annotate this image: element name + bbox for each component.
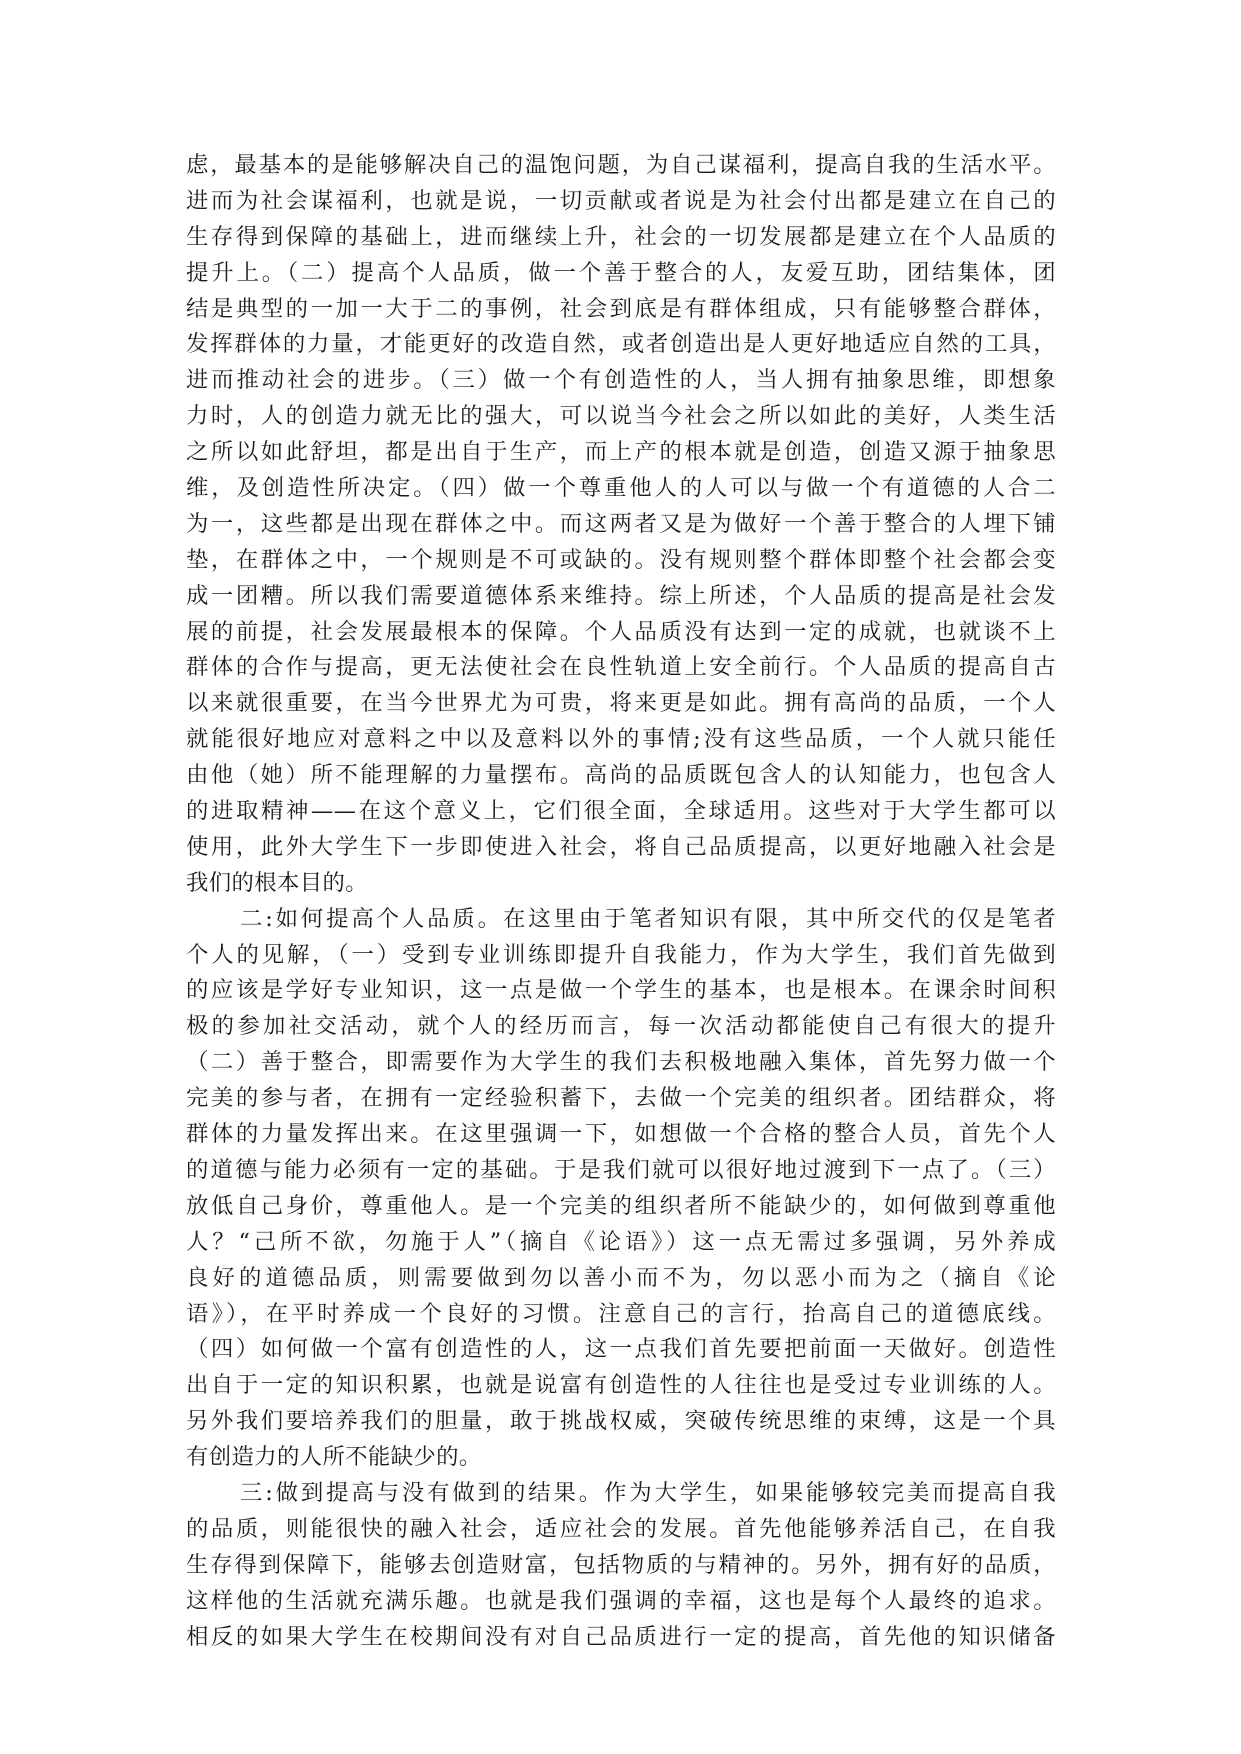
text-line: 个人的见解，（一）受到专业训练即提升自我能力，作为大学生，我们首先做到 <box>186 941 1056 968</box>
text-line: 使用，此外大学生下一步即使进入社会，将自己品质提高，以更好地融入社会是 <box>186 833 1056 860</box>
text-line: 相反的如果大学生在校期间没有对自己品质进行一定的提高，首先他的知识储备 <box>186 1623 1056 1650</box>
text-line: 以来就很重要，在当今世界尤为可贵，将来更是如此。拥有高尚的品质，一个人 <box>186 690 1056 717</box>
paragraph-3 <box>186 1476 1056 1655</box>
paragraph-1 <box>186 148 1056 902</box>
text-line: 出自于一定的知识积累，也就是说富有创造性的人往往也是受过专业训练的人。 <box>186 1372 1056 1399</box>
text-line: 力时，人的创造力就无比的强大，可以说当今社会之所以如此的美好，人类生活 <box>186 403 1056 430</box>
text-line: 的应该是学好专业知识，这一点是做一个学生的基本，也是根本。在课余时间积 <box>186 977 1056 1004</box>
text-line: 完美的参与者，在拥有一定经验积蓄下，去做一个完美的组织者。团结群众，将 <box>186 1085 1056 1112</box>
text-line: 由他（她）所不能理解的力量摆布。高尚的品质既包含人的认知能力，也包含人 <box>186 762 1056 789</box>
document-page <box>186 148 1056 1655</box>
text-line: 人？“己所不欲，勿施于人”（摘自《论语》）这一点无需过多强调，另外养成 <box>186 1228 1056 1255</box>
text-line: 的进取精神——在这个意义上，它们很全面，全球适用。这些对于大学生都可以 <box>186 798 1056 825</box>
text-line: 进而推动社会的进步。（三）做一个有创造性的人，当人拥有抽象思维，即想象 <box>186 367 1056 394</box>
text-line: 我们的根本目的。 <box>186 869 368 896</box>
text-line: 维，及创造性所决定。（四）做一个尊重他人的人可以与做一个有道德的人合二 <box>186 475 1056 502</box>
text-line: 群体的合作与提高，更无法使社会在良性轨道上安全前行。个人品质的提高自古 <box>186 654 1056 681</box>
text-line: （四）如何做一个富有创造性的人，这一点我们首先要把前面一天做好。创造性 <box>186 1336 1056 1363</box>
text-line: 放低自己身价，尊重他人。是一个完美的组织者所不能缺少的，如何做到尊重他 <box>186 1192 1056 1219</box>
paragraph-2 <box>186 902 1056 1476</box>
text-line: 良好的道德品质，则需要做到勿以善小而不为，勿以恶小而为之（摘自《论 <box>186 1264 1056 1291</box>
text-line: 群体的力量发挥出来。在这里强调一下，如想做一个合格的整合人员，首先个人 <box>186 1121 1056 1148</box>
text-line: 展的前提，社会发展最根本的保障。个人品质没有达到一定的成就，也就谈不上 <box>186 618 1056 645</box>
text-line: 这样他的生活就充满乐趣。也就是我们强调的幸福，这也是每个人最终的追求。 <box>186 1587 1056 1614</box>
text-line: 有创造力的人所不能缺少的。 <box>186 1444 482 1471</box>
text-line: 生存得到保障的基础上，进而继续上升，社会的一切发展都是建立在个人品质的 <box>186 223 1056 250</box>
text-line: （二）善于整合，即需要作为大学生的我们去积极地融入集体，首先努力做一个 <box>186 1049 1056 1076</box>
text-line: 就能很好地应对意料之中以及意料以外的事情;没有这些品质，一个人就只能任 <box>186 726 1056 753</box>
text-line: 发挥群体的力量，才能更好的改造自然，或者创造出是人更好地适应自然的工具， <box>186 331 1056 358</box>
text-line: 语》），在平时养成一个良好的习惯。注意自己的言行，抬高自己的道德底线。 <box>186 1300 1056 1327</box>
text-line: 虑，最基本的是能够解决自己的温饱问题，为自己谋福利，提高自我的生活水平。 <box>186 152 1056 178</box>
text-line: 为一，这些都是出现在群体之中。而这两者又是为做好一个善于整合的人埋下铺 <box>186 510 1056 537</box>
text-line: 进而为社会谋福利，也就是说，一切贡献或者说是为社会付出都是建立在自己的 <box>186 187 1056 214</box>
text-line: 垫，在群体之中，一个规则是不可或缺的。没有规则整个群体即整个社会都会变 <box>186 546 1056 573</box>
text-line: 提升上。（二）提高个人品质，做一个善于整合的人，友爱互助，团结集体，团 <box>186 259 1056 286</box>
text-line: 结是典型的一加一大于二的事例，社会到底是有群体组成，只有能够整合群体， <box>186 295 1056 322</box>
text-line: 二:如何提高个人品质。在这里由于笔者知识有限，其中所交代的仅是笔者 <box>240 905 1056 932</box>
text-line: 另外我们要培养我们的胆量，敢于挑战权威，突破传统思维的束缚，这是一个具 <box>186 1408 1056 1435</box>
text-line: 三:做到提高与没有做到的结果。作为大学生，如果能够较完美而提高自我 <box>240 1479 1056 1506</box>
text-line: 的道德与能力必须有一定的基础。于是我们就可以很好地过渡到下一点了。（三） <box>186 1156 1056 1183</box>
text-line: 极的参加社交活动，就个人的经历而言，每一次活动都能使自己有很大的提升 <box>186 1013 1056 1040</box>
text-line: 成一团糟。所以我们需要道德体系来维持。综上所述，个人品质的提高是社会发 <box>186 582 1056 609</box>
text-line: 生存得到保障下，能够去创造财富，包括物质的与精神的。另外，拥有好的品质， <box>186 1551 1056 1578</box>
text-line: 之所以如此舒坦，都是出自于生产，而上产的根本就是创造，创造又源于抽象思 <box>186 439 1056 466</box>
text-line: 的品质，则能很快的融入社会，适应社会的发展。首先他能够养活自己，在自我 <box>186 1515 1056 1542</box>
